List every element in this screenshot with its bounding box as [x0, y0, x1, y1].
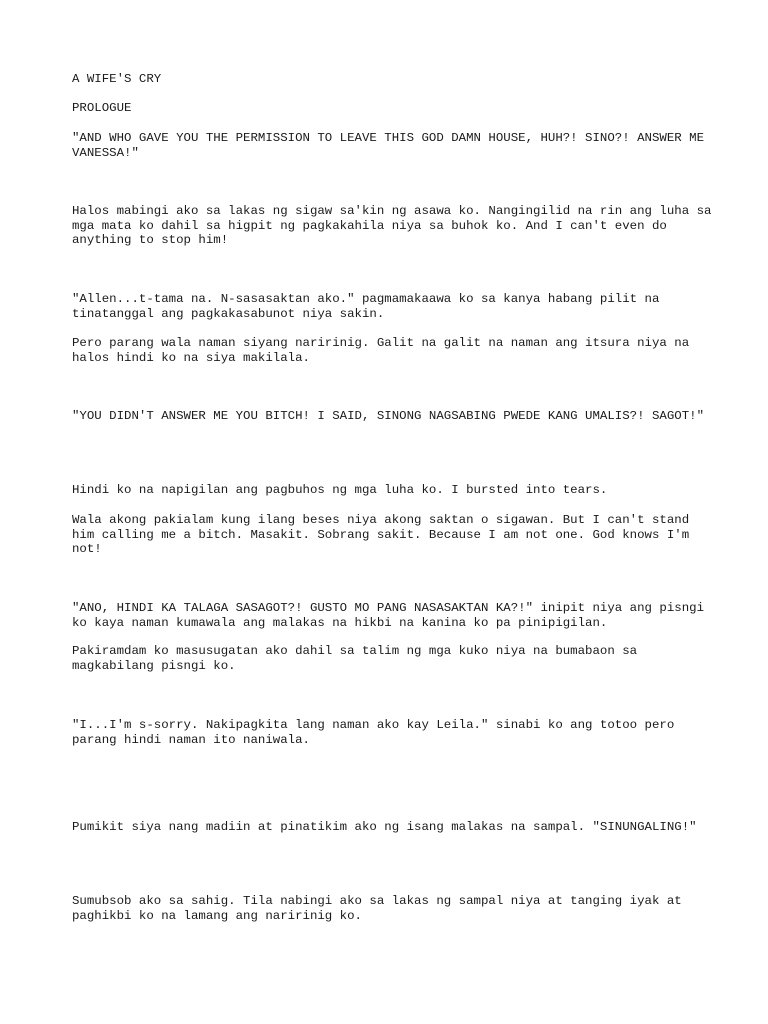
paragraph: "ANO, HINDI KA TALAGA SASAGOT?! GUSTO MO PANG NASASAKTAN KA?!" inipit niya ang pisngi ko kaya naman kumawala ang malakas na hikbi na kanina ko pa pinipigilan.	[72, 601, 712, 630]
paragraph: "Allen...t-tama na. N-sasasaktan ako." pagmamakaawa ko sa kanya habang pilit na tinatanggal ang pagkakasabunot niya sakin.	[72, 292, 667, 321]
section-heading: PROLOGUE	[72, 101, 132, 115]
paragraph: Pero parang wala naman siyang naririnig. Galit na galit na naman ang itsura niya na halos hindi ko na siya makilala.	[72, 336, 697, 365]
paragraph: Hindi ko na napigilan ang pagbuhos ng mga luha ko. I bursted into tears.	[72, 483, 608, 497]
paragraph: Halos mabingi ako sa lakas ng sigaw sa'kin ng asawa ko. Nangingilid na rin ang luha sa mga mata ko dahil sa higpit ng pagkakahila niya sa buhok ko. And I can't even do anything to stop him!	[72, 204, 719, 248]
paragraph: "I...I'm s-sorry. Nakipagkita lang naman ako kay Leila." sinabi ko ang totoo pero parang hindi naman ito naniwala.	[72, 718, 682, 747]
paragraph: "AND WHO GAVE YOU THE PERMISSION TO LEAVE THIS GOD DAMN HOUSE, HUH?! SINO?! ANSWER ME VANESSA!"	[72, 131, 712, 160]
paragraph: Pumikit siya nang madiin at pinatikim ako ng isang malakas na sampal. "SINUNGALING!"	[72, 820, 697, 834]
document-title: A WIFE'S CRY	[72, 72, 162, 86]
paragraph: Pakiramdam ko masusugatan ako dahil sa talim ng mga kuko niya na bumabaon sa magkabilang pisngi ko.	[72, 644, 645, 673]
paragraph: Wala akong pakialam kung ilang beses niya akong saktan o sigawan. But I can't stand him calling me a bitch. Masakit. Sobrang sakit. Because I am not one. God knows I'm not!	[72, 513, 697, 557]
paragraph: Sumubsob ako sa sahig. Tila nabingi ako sa lakas ng sampal niya at tanging iyak at paghikbi ko na lamang ang naririnig ko.	[72, 894, 690, 923]
paragraph: "YOU DIDN'T ANSWER ME YOU BITCH! I SAID, SINONG NAGSABING PWEDE KANG UMALIS?! SAGOT!"	[72, 409, 705, 423]
